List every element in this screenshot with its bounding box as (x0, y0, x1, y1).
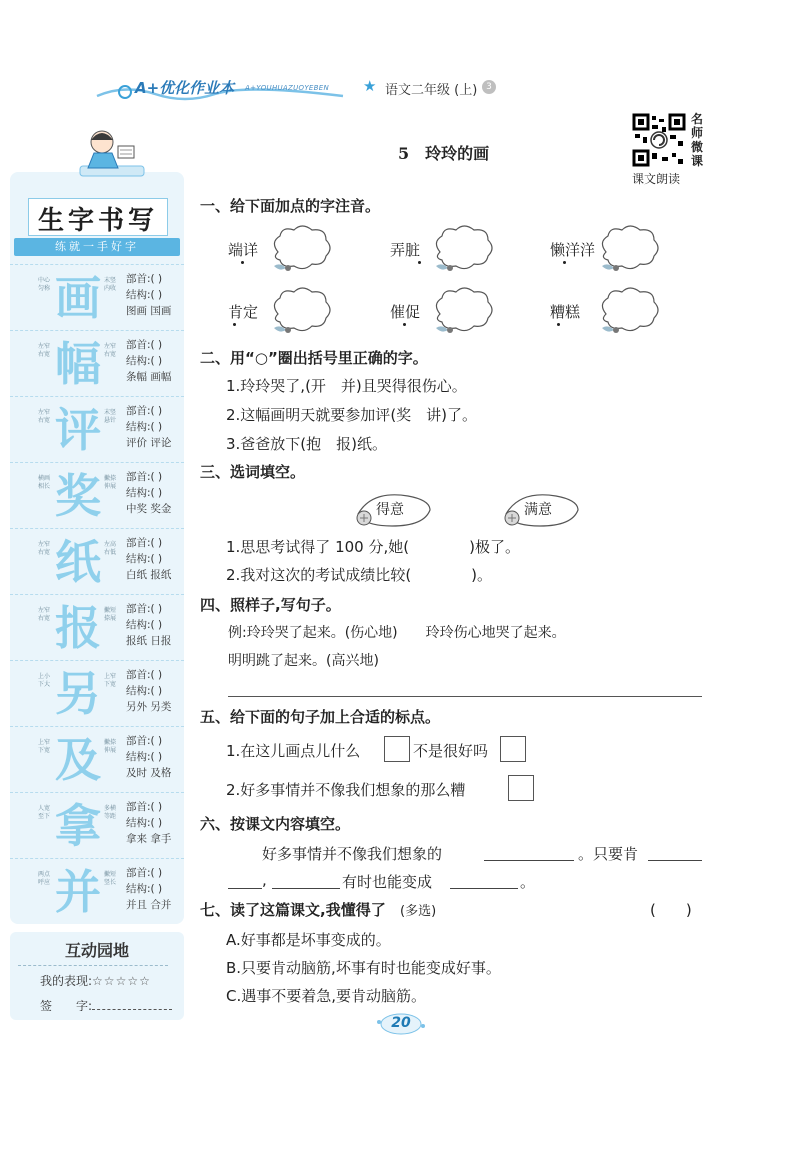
radical-field[interactable]: 部首:( ) (126, 471, 163, 483)
q7-option-a[interactable]: A.好事都是坏事变成的。 (226, 931, 391, 949)
pinyin-cloud-box[interactable] (596, 284, 662, 338)
qr-side-char: 微 (690, 140, 703, 154)
signature-field[interactable] (92, 999, 172, 1010)
structure-field[interactable]: 结构:( ) (126, 619, 163, 631)
char-info (126, 733, 186, 781)
char-row (10, 660, 184, 726)
pinyin-cloud-box[interactable] (596, 222, 662, 276)
word-option: 满意 (524, 502, 552, 518)
structure-field[interactable]: 结构:( ) (126, 883, 163, 895)
char-hint-left: 横画相长 (38, 475, 51, 490)
char-large: 纸 (55, 535, 101, 589)
char-large: 幅 (55, 337, 101, 391)
emphasis-dot (563, 261, 566, 264)
q4-heading: 四、照样子,写句子。 (200, 596, 341, 614)
qr-side-char: 师 (690, 126, 703, 140)
emphasis-dot (241, 261, 244, 264)
char-row (10, 792, 184, 858)
brand-logo: A+优化作业本 (135, 79, 235, 97)
char-hint-left: 上窄下宽 (38, 739, 51, 754)
q7-option-c[interactable]: C.遇事不要着急,要肯动脑筋。 (226, 987, 427, 1005)
q5-item: 2.好多事情并不像我们想象的那么糟 (226, 781, 466, 799)
performance-label: 我的表现: (40, 974, 93, 988)
structure-field[interactable]: 结构:( ) (126, 289, 163, 301)
sidebar-title: 生字书写 (37, 206, 158, 236)
char-info (126, 667, 186, 715)
fill-blank[interactable] (450, 888, 518, 889)
char-large: 拿 (55, 799, 101, 853)
char-info (126, 271, 186, 319)
char-row (10, 726, 184, 792)
char-info (126, 337, 186, 385)
page-number-text: 20 (391, 1015, 411, 1031)
char-hint-left: 上小下大 (38, 673, 51, 688)
star-icon: ★ (363, 77, 377, 95)
lesson-title: 5 玲玲的画 (398, 144, 490, 163)
char-hint-left: 左窄右宽 (38, 409, 51, 424)
char-large: 及 (55, 733, 101, 787)
char-row (10, 462, 184, 528)
qr-side-char: 课 (690, 154, 703, 168)
q3-item[interactable]: 1.思思考试得了 100 分,她( )极了。 (226, 538, 520, 556)
q5-heading: 五、给下面的句子加上合适的标点。 (200, 708, 441, 726)
radical-field[interactable]: 部首:( ) (126, 801, 163, 813)
char-hint-left: 两点呼应 (38, 871, 51, 886)
emphasis-dot (403, 323, 406, 326)
qr-side-char: 名 (690, 112, 703, 126)
char-hint-right: 左窄右宽 (104, 343, 117, 358)
performance-rating (40, 972, 151, 989)
char-hint-right: 上窄下宽 (104, 673, 117, 688)
q1-word: 肯定 (228, 303, 259, 321)
mascot-boy-icon (72, 126, 152, 184)
char-words: 图画 国画 (126, 305, 172, 317)
structure-field[interactable]: 结构:( ) (126, 355, 163, 367)
char-large: 另 (55, 667, 101, 721)
q1-word: 糟糕 (550, 303, 581, 321)
radical-field[interactable]: 部首:( ) (126, 273, 163, 285)
fill-blank[interactable] (228, 888, 262, 889)
char-hint-left: 左窄右宽 (38, 541, 51, 556)
structure-field[interactable]: 结构:( ) (126, 685, 163, 697)
char-hint-right: 左高右低 (104, 541, 117, 556)
char-hint-right: 撇短竖长 (104, 871, 117, 886)
interaction-title: 互动园地 (64, 941, 129, 960)
q6-heading: 六、按课文内容填空。 (200, 815, 351, 833)
char-words: 白纸 报纸 (126, 569, 172, 581)
radical-field[interactable]: 部首:( ) (126, 339, 163, 351)
q3-item[interactable]: 2.我对这次的考试成绩比较( )。 (226, 566, 493, 584)
q2-item[interactable]: 2.这幅画明天就要参加评(奖 讲)了。 (226, 406, 478, 424)
q5-item: 不是很好吗 (413, 742, 489, 760)
q6-text: 。只要肯 (578, 845, 639, 863)
char-hint-left: 左窄右宽 (38, 343, 51, 358)
q5-item: 1.在这儿画点儿什么 (226, 742, 361, 760)
structure-field[interactable]: 结构:( ) (126, 487, 163, 499)
char-words: 及时 及格 (126, 767, 172, 779)
pinyin-cloud-box[interactable] (268, 222, 334, 276)
char-row (10, 330, 184, 396)
pinyin-cloud-box[interactable] (268, 284, 334, 338)
char-words: 条幅 画幅 (126, 371, 172, 383)
char-large: 并 (55, 865, 101, 919)
char-row (10, 396, 184, 462)
char-row (10, 528, 184, 594)
char-info (126, 469, 186, 517)
emphasis-dot (557, 323, 560, 326)
signature-label: 签 字: (40, 999, 93, 1013)
q2-item[interactable]: 3.爸爸放下(抱 报)纸。 (226, 435, 388, 453)
char-info (126, 535, 186, 583)
page-number (375, 1012, 427, 1036)
char-hint-left: 左窄右宽 (38, 607, 51, 622)
char-large: 评 (55, 403, 101, 457)
char-hint-right: 撇捺伸展 (104, 475, 117, 490)
char-large: 奖 (55, 469, 101, 523)
radical-field[interactable]: 部首:( ) (126, 669, 163, 681)
q7-option-b[interactable]: B.只要肯动脑筋,坏事有时也能变成好事。 (226, 959, 501, 977)
q1-word: 催促 (390, 303, 421, 321)
q6-text: , (262, 871, 267, 889)
structure-field[interactable]: 结构:( ) (126, 817, 163, 829)
emphasis-dot (418, 261, 421, 264)
grade-label: 语文二年级 (上) (385, 83, 478, 98)
q6-text: 好多事情并不像我们想象的 (262, 845, 443, 863)
q2-heading: 二、用“○”圈出括号里正确的字。 (200, 349, 428, 367)
radical-field[interactable]: 部首:( ) (126, 405, 163, 417)
char-words: 拿来 拿手 (126, 833, 172, 845)
punctuation-box[interactable] (500, 736, 526, 762)
q1-word: 懒洋洋 (550, 241, 596, 259)
answer-paren[interactable]: ( ) (650, 901, 692, 919)
char-info (126, 601, 186, 649)
q4-prompt: 明明跳了起来。(高兴地) (228, 653, 379, 669)
char-hint-left: 人宽至下 (38, 805, 51, 820)
sidebar-subtitle: 练就一手好字 (14, 238, 180, 256)
char-info (126, 403, 186, 451)
q7-heading: 七、读了这篇课文,我懂得了 (200, 901, 386, 919)
fill-blank[interactable] (648, 860, 702, 861)
char-hint-right: 末竖内收 (104, 277, 117, 292)
q6-text: 。 (520, 873, 536, 891)
fill-blank[interactable] (484, 860, 574, 861)
answer-line[interactable] (228, 696, 702, 697)
structure-field[interactable]: 结构:( ) (126, 421, 163, 433)
structure-field[interactable]: 结构:( ) (126, 553, 163, 565)
char-info (126, 799, 186, 847)
punctuation-box[interactable] (384, 736, 410, 762)
char-hint-left: 中心匀称 (38, 277, 51, 292)
char-info (126, 865, 186, 913)
page-header (95, 74, 515, 104)
char-row (10, 264, 184, 330)
char-large: 报 (55, 601, 101, 655)
qr-code-icon[interactable] (632, 113, 686, 167)
char-words: 另外 另类 (126, 701, 172, 713)
q1-heading: 一、给下面加点的字注音。 (200, 197, 381, 215)
word-option: 得意 (376, 502, 404, 518)
char-words: 评价 评论 (126, 437, 172, 449)
brand-pinyin: A+YOUHUAZUOYEBEN (245, 84, 330, 92)
unit-badge: 3 (482, 80, 496, 94)
radical-field[interactable]: 部首:( ) (126, 603, 163, 615)
char-large: 画 (55, 271, 101, 325)
char-words: 并且 合并 (126, 899, 172, 911)
q1-word: 端详 (228, 241, 259, 259)
q7-tag: (多选) (400, 904, 437, 919)
qr-side-label (690, 112, 704, 168)
fill-blank[interactable] (272, 888, 340, 889)
signature-row (40, 997, 172, 1014)
q4-example: 例:玲玲哭了起来。(伤心地) 玲玲伤心地哭了起来。 (228, 625, 566, 641)
divider (18, 965, 168, 966)
char-row (10, 858, 184, 924)
radical-field[interactable]: 部首:( ) (126, 867, 163, 879)
qr-caption: 课文朗读 (632, 172, 681, 186)
structure-field[interactable]: 结构:( ) (126, 751, 163, 763)
char-hint-right: 撇捺伸展 (104, 739, 117, 754)
radical-field[interactable]: 部首:( ) (126, 537, 163, 549)
q1-word: 弄脏 (390, 241, 421, 259)
pinyin-cloud-box[interactable] (430, 284, 496, 338)
punctuation-box[interactable] (508, 775, 534, 801)
pinyin-cloud-box[interactable] (430, 222, 496, 276)
char-hint-right: 末竖悬针 (104, 409, 117, 424)
char-hint-right: 多横等距 (104, 805, 117, 820)
char-hint-right: 撇短捺展 (104, 607, 117, 622)
char-words: 中奖 奖金 (126, 503, 172, 515)
char-words: 报纸 日报 (126, 635, 172, 647)
q3-heading: 三、选词填空。 (200, 463, 306, 481)
emphasis-dot (233, 323, 236, 326)
q6-text: 有时也能变成 (342, 873, 433, 891)
char-row (10, 594, 184, 660)
q2-item[interactable]: 1.玲玲哭了,(开 并)且哭得很伤心。 (226, 377, 467, 395)
radical-field[interactable]: 部首:( ) (126, 735, 163, 747)
star-rating-icon[interactable]: ☆☆☆☆☆ (92, 974, 151, 988)
